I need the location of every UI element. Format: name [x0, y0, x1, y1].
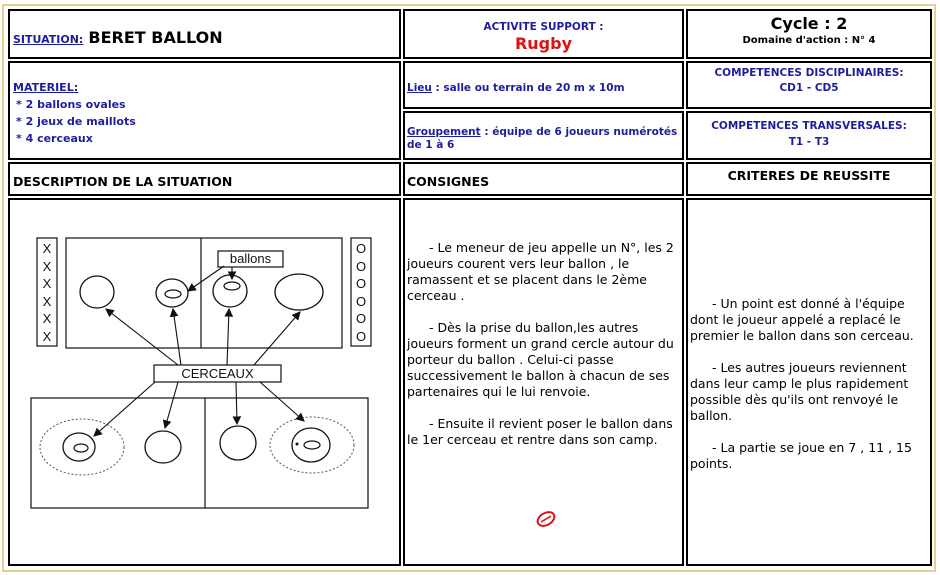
- groupement-value: : équipe de 6 joueurs numérotés de 1 à 6: [407, 126, 678, 151]
- circle-of-players: [270, 417, 354, 473]
- hoop: [145, 431, 181, 463]
- ball: [224, 282, 240, 290]
- competences-trans-label: COMPETENCES TRANSVERSALES:: [711, 120, 907, 132]
- materiel-label: MATERIEL:: [13, 81, 79, 94]
- hoop: [156, 279, 188, 307]
- critere-paragraph: - La partie se joue en 7 , 11 , 15 points.: [690, 440, 912, 471]
- consignes-header-cell: [403, 162, 684, 196]
- criteres-cell: [686, 198, 932, 566]
- ball: [165, 290, 181, 298]
- bottom-field: [31, 398, 368, 508]
- materiel-cell: [8, 61, 401, 160]
- consigne-paragraph: - Le meneur de jeu appelle un N°, les 2 joueurs courent vers leur ballon , le ramassent et se placent dans le 2ème cerceau .: [407, 240, 674, 303]
- consigne-paragraph: - Ensuite il revient poser le ballon dans le 1er cerceau et rentre dans son camp.: [407, 416, 673, 447]
- lieu-label: Lieu: [407, 82, 432, 94]
- consignes-header: CONSIGNES: [407, 174, 490, 189]
- player-o: O: [355, 258, 367, 274]
- hoop: [275, 274, 323, 310]
- criteres-header-cell: [686, 162, 932, 196]
- player-x: X: [42, 328, 52, 344]
- player-x: X: [42, 311, 52, 326]
- hoop: [63, 433, 95, 461]
- field-diagram: [10, 200, 399, 564]
- player-o: O: [355, 311, 367, 326]
- player-x: X: [42, 276, 52, 291]
- team-x-list: [37, 240, 57, 345]
- situation-cell: [8, 9, 401, 59]
- competences-trans-cell: [686, 111, 932, 160]
- hoop: [213, 275, 247, 307]
- consigne-paragraph: - Dès la prise du ballon,les autres joueurs forment un grand cercle autour du porteur du ballon . Celui-ci passe successivement le ballon à chacun de ses partenaires qui le lui renvoie.: [407, 320, 674, 399]
- cycle-title: Cycle : 2: [770, 14, 848, 33]
- player-x: X: [42, 293, 52, 309]
- description-header-cell: [8, 162, 401, 196]
- materiel-item: * 2 jeux de maillots: [16, 115, 136, 128]
- player-o: O: [355, 276, 367, 291]
- rugby-ball-icon: [534, 510, 558, 528]
- cycle-cell: [686, 9, 932, 59]
- critere-paragraph: - Les autres joueurs reviennent dans leur camp le plus rapidement possible dès qu'ils ont renvoyé le ballon.: [690, 360, 909, 423]
- player-o: O: [355, 293, 367, 309]
- situation-label: SITUATION:: [13, 33, 84, 46]
- player-o: O: [355, 241, 367, 256]
- activite-value: Rugby: [514, 34, 573, 53]
- competences-trans-value: T1 - T3: [788, 136, 830, 148]
- circle-of-players: [40, 419, 124, 475]
- lieu-value: : salle ou terrain de 20 m x 10m: [431, 82, 625, 94]
- player-x: X: [42, 241, 52, 256]
- competences-disc-cell: [686, 61, 932, 109]
- hoop: [220, 426, 256, 460]
- top-field: [66, 238, 342, 348]
- materiel-item: * 2 ballons ovales: [16, 98, 126, 111]
- player-dot: [296, 443, 299, 446]
- criteres-header: CRITERES DE REUSSITE: [727, 168, 891, 183]
- activite-label: ACTIVITE SUPPORT :: [483, 21, 604, 33]
- domaine-text: Domaine d'action : N° 4: [742, 35, 876, 46]
- situation-title: BERET BALLON: [88, 28, 223, 47]
- player-o: O: [355, 328, 367, 344]
- cerceaux-label: CERCEAUX: [181, 366, 254, 381]
- critere-paragraph: - Un point est donné à l'équipe dont le joueur appelé a replacé le premier le ballon dans son cerceau.: [690, 296, 914, 343]
- hoop: [80, 276, 114, 308]
- groupement-label: Groupement: [407, 126, 481, 138]
- activite-cell: [403, 9, 684, 59]
- competences-disc-value: CD1 - CD5: [779, 82, 839, 94]
- diagram-cell: [8, 198, 401, 566]
- groupement-cell: [403, 111, 684, 160]
- ball: [304, 441, 320, 449]
- lieu-cell: [403, 61, 684, 109]
- description-header: DESCRIPTION DE LA SITUATION: [13, 174, 233, 189]
- ballons-label: ballons: [229, 251, 272, 266]
- consignes-cell: [403, 198, 684, 566]
- materiel-item: * 4 cerceaux: [16, 132, 93, 145]
- ball: [74, 444, 88, 452]
- team-o-list: [351, 240, 371, 345]
- competences-disc-label: COMPETENCES DISCIPLINAIRES:: [714, 67, 904, 79]
- player-x: X: [42, 258, 52, 274]
